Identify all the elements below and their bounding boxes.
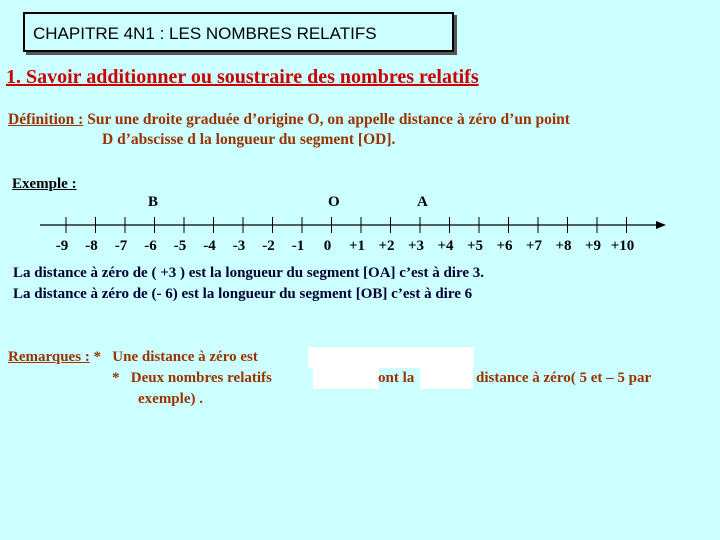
remarks-label: Remarques : — [8, 349, 90, 365]
hidden-answer-box-3 — [420, 368, 473, 389]
tick-label: +4 — [437, 238, 454, 254]
remark-line-2 — [8, 368, 272, 389]
definition-line-1 — [8, 110, 708, 130]
distance-sentence-b: La distance à zéro de (- 6) est la longueur du segment [OB] c’est à dire 6 — [13, 286, 473, 302]
number-line — [0, 212, 720, 257]
tick-label: -3 — [232, 238, 246, 254]
remark-item-2-mid: ont la — [378, 370, 415, 386]
remarks-block — [8, 347, 272, 410]
chapter-title: CHAPITRE 4N1 : LES NOMBRES RELATIFS — [33, 24, 377, 43]
tick-label: -6 — [144, 238, 157, 254]
tick-label: +8 — [555, 238, 572, 254]
tick-label: +2 — [378, 238, 395, 254]
remark-line-1 — [8, 347, 272, 368]
hidden-answer-box-1 — [308, 347, 474, 368]
definition-label: Définition : — [8, 111, 84, 128]
tick-label: +3 — [407, 238, 425, 254]
tick-label: -9 — [55, 238, 69, 254]
number-line-arrow — [656, 221, 666, 229]
hidden-answer-box-2 — [313, 368, 379, 389]
tick-label: +1 — [348, 238, 366, 254]
distance-sentence-a: La distance à zéro de ( +3 ) est la longueur du segment [OA] c’est à dire 3. — [13, 265, 484, 281]
point-label-b: B — [148, 194, 159, 210]
tick-label: -8 — [85, 238, 98, 254]
tick-label: +6 — [496, 238, 513, 254]
tick-label: -5 — [173, 238, 187, 254]
remark-bullet-2: * — [112, 370, 120, 386]
tick-label: -1 — [291, 238, 305, 254]
remark-line-3: exemple) . — [138, 391, 203, 407]
definition-text-1: Sur une droite graduée d’origine O, on appelle distance à zéro d’un point — [83, 111, 570, 128]
point-label-a: A — [417, 194, 428, 210]
remark-item-2-end: distance à zéro( 5 et – 5 par — [476, 370, 652, 386]
example-label: Exemple : — [12, 176, 77, 192]
tick-label: +5 — [466, 238, 484, 254]
chapter-title-box — [23, 12, 454, 52]
tick-label: -4 — [203, 238, 216, 254]
remark-item-2-start: Deux nombres relatifs — [130, 370, 272, 386]
tick-label: 0 — [323, 238, 332, 254]
tick-label: -2 — [262, 238, 275, 254]
definition-block — [8, 110, 708, 150]
point-label-o: O — [328, 194, 340, 210]
tick-label: +7 — [525, 238, 543, 254]
remark-bullet-1: * — [93, 349, 102, 365]
definition-line-2: D d’abscisse d la longueur du segment [OD]. — [102, 131, 396, 148]
remark-item-1: Une distance à zéro est — [112, 349, 258, 365]
section-title: 1. Savoir additionner ou soustraire des nombres relatifs — [6, 66, 479, 88]
tick-label: -7 — [114, 238, 128, 254]
tick-label: +10 — [610, 238, 635, 254]
tick-label: +9 — [584, 238, 602, 254]
